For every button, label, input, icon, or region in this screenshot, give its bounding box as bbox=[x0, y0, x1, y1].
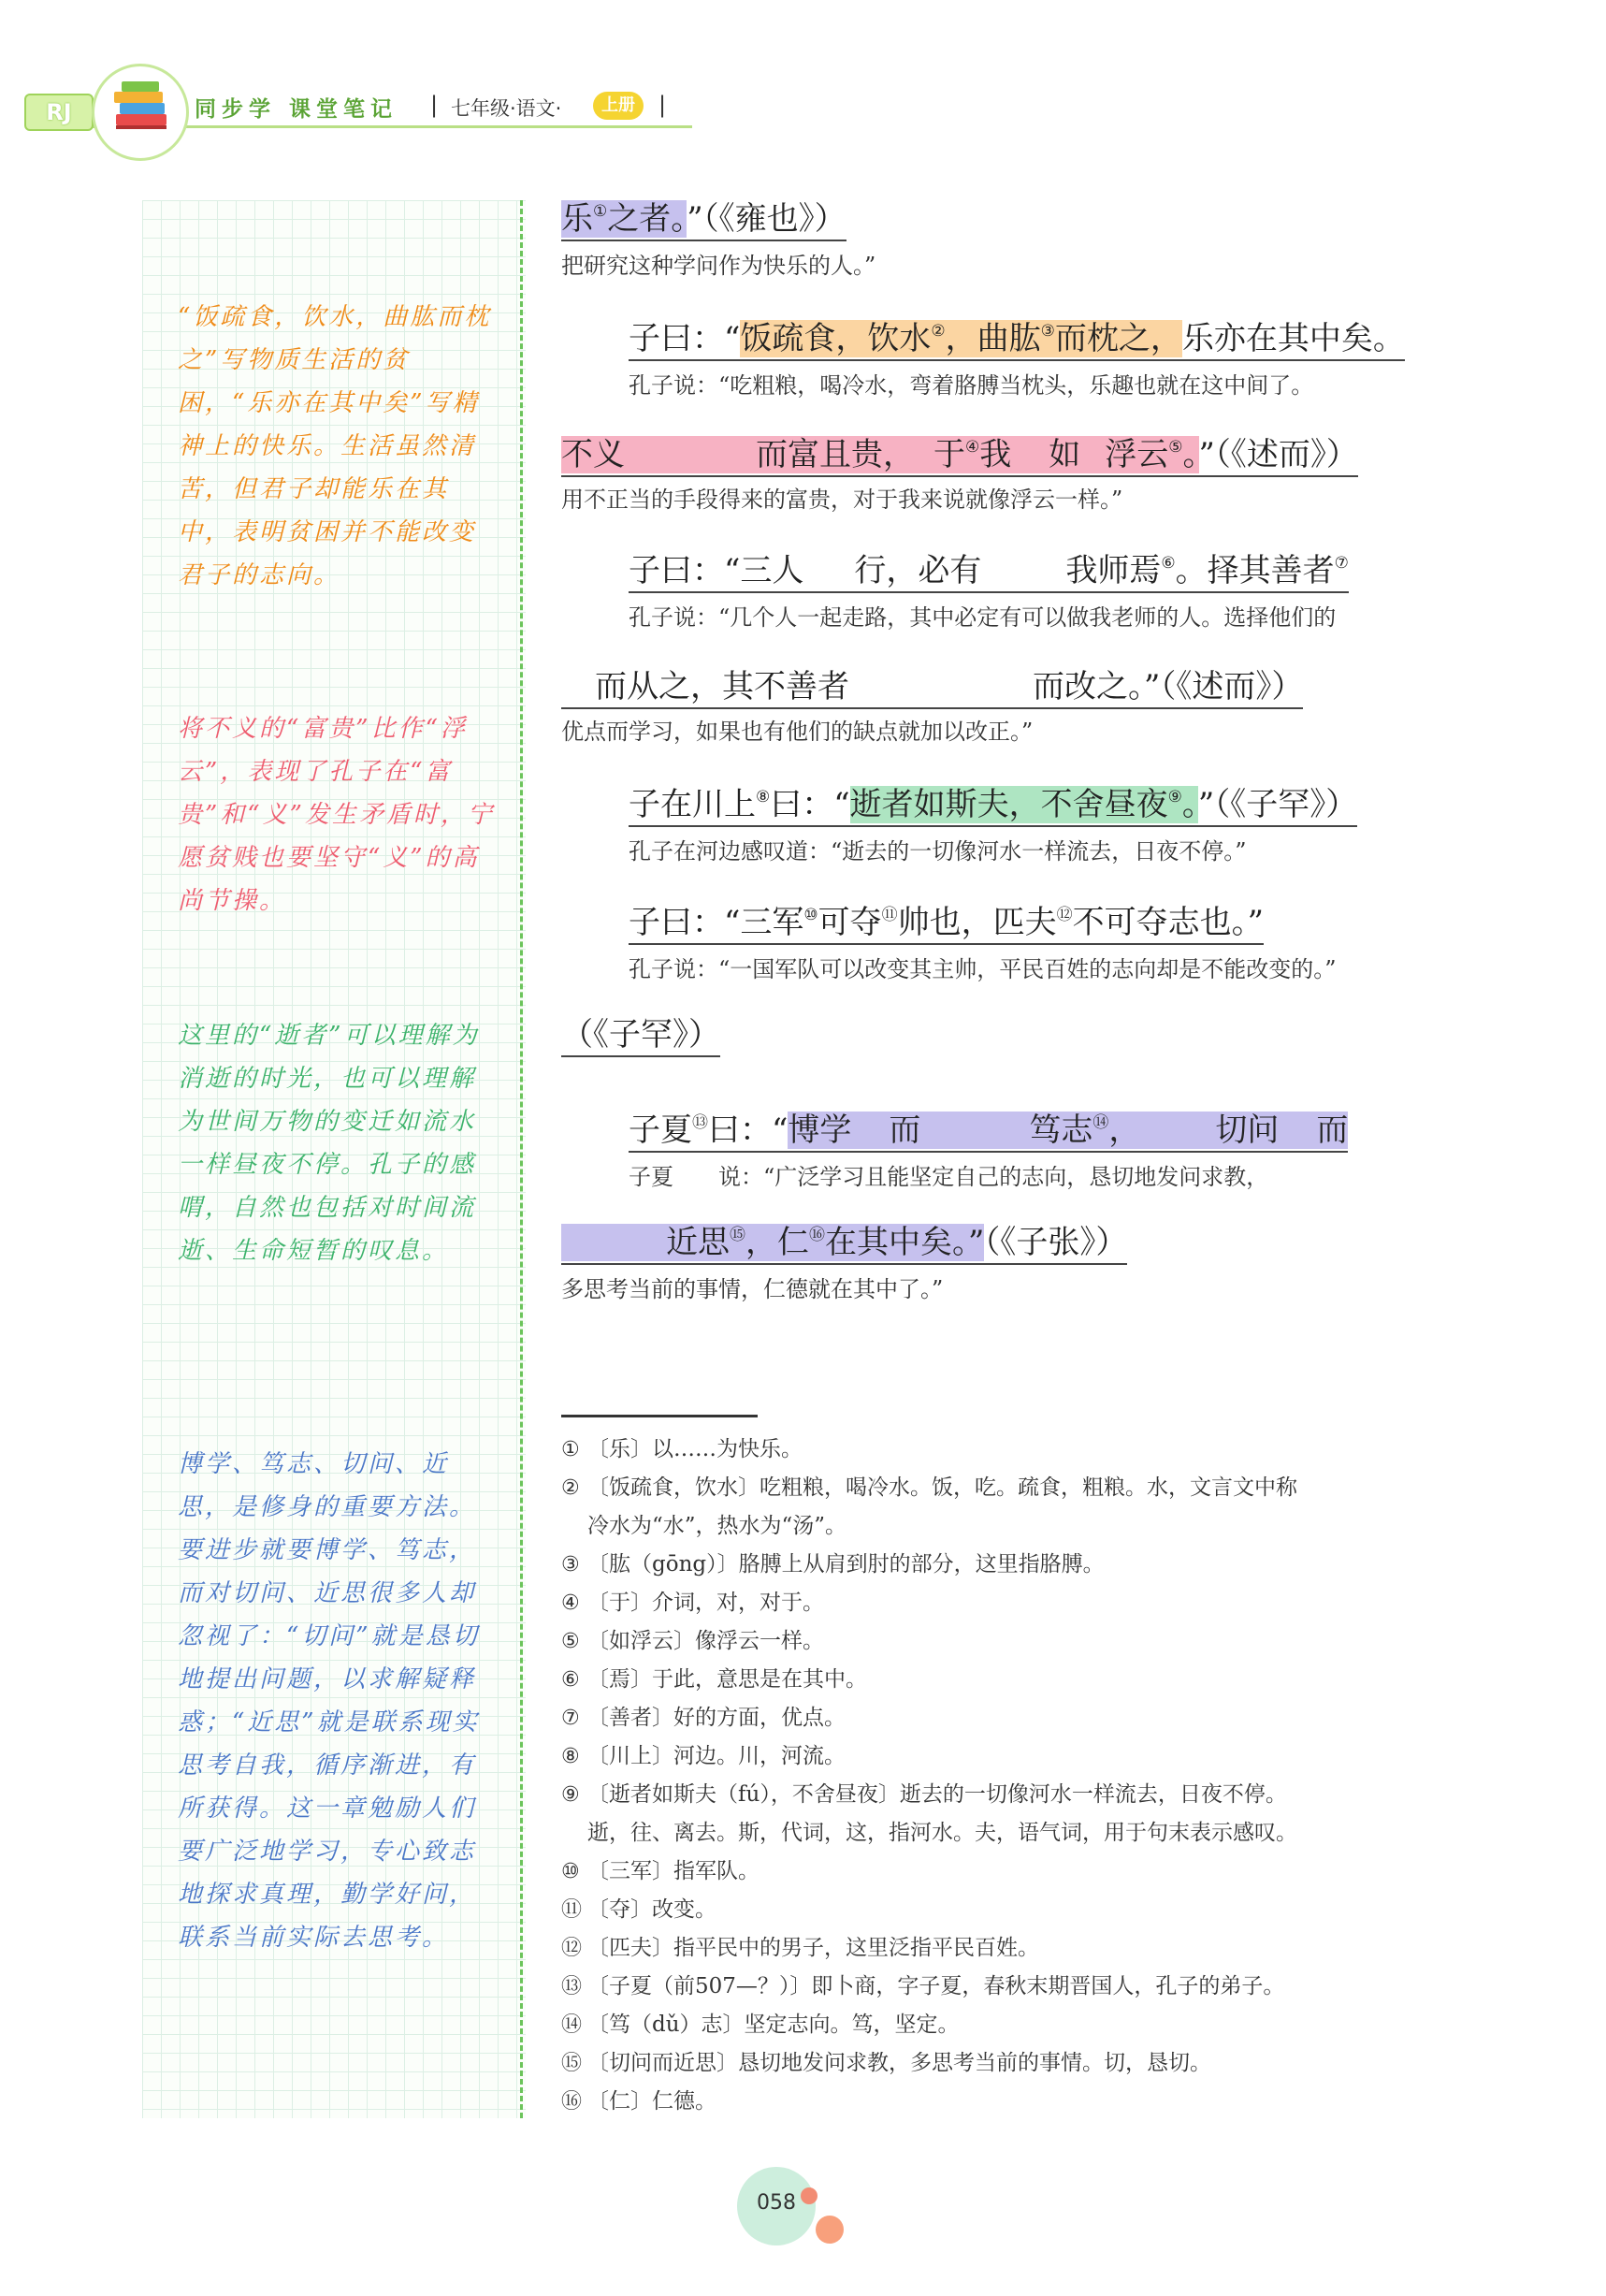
footnote-number: ⑫ bbox=[561, 1937, 583, 1960]
translation-line: 把研究这种学问作为快乐的人。” bbox=[561, 253, 876, 279]
translation-line: 子夏 说：“广泛学习且能坚定自己的志向，恳切地发问求教， bbox=[629, 1164, 1269, 1190]
footnote-text: 逝，往、离去。斯，代词，这，指河水。夫，语气词，用于句末表示感叹。 bbox=[587, 1821, 1297, 1845]
footnote-item bbox=[561, 1738, 846, 1769]
footnote-text: 〔切问而近思〕恳切地发问求教，多思考当前的事情。切，恳切。 bbox=[587, 2051, 1211, 2075]
header-subtitle: 七年级·语文· bbox=[451, 97, 562, 120]
footnote-item bbox=[561, 1892, 716, 1923]
footnote-number: ① bbox=[561, 1438, 580, 1461]
footnote-item bbox=[561, 2045, 1211, 2076]
original-line: 子在川上⑧曰：“逝者如斯夫，不舍昼夜⑨。”（《子罕》） bbox=[629, 778, 1357, 824]
footnote-number: ③ bbox=[561, 1553, 580, 1577]
footnote-text: 〔逝者如斯夫（fú），不舍昼夜〕逝去的一切像河水一样流去，日夜不停。 bbox=[587, 1782, 1287, 1807]
footnote-item bbox=[561, 1470, 1297, 1501]
footnote-item bbox=[561, 1969, 1284, 1999]
footnote-item bbox=[561, 1777, 1287, 1808]
footnote-number: ⑬ bbox=[561, 1975, 583, 1998]
footnote-text: 〔仁〕仁德。 bbox=[587, 2089, 716, 2114]
original-line: 不义 而富且贵， 于④我 如 浮云⑤。”（《述而》） bbox=[561, 429, 1358, 474]
footnote-item bbox=[561, 1431, 803, 1462]
header-title: 同步学 课堂笔记 bbox=[195, 97, 398, 122]
original-line: 乐①之者。”（《雍也》） bbox=[561, 193, 846, 239]
footnote-text: 〔子夏（前507—？）〕即卜商，字子夏，春秋末期晋国人，孔子的弟子。 bbox=[587, 1974, 1285, 1998]
footnote-text: 〔肱（gōng）〕胳膊上从肩到肘的部分，这里指胳膊。 bbox=[587, 1552, 1105, 1577]
footnote-number: ⑩ bbox=[561, 1860, 580, 1883]
volume-badge: 上册 bbox=[593, 92, 644, 120]
header-separator: | bbox=[658, 92, 667, 118]
footnote-text: 〔川上〕河边。川，河流。 bbox=[587, 1744, 846, 1768]
footnote-item bbox=[561, 1815, 1297, 1846]
translation-line: 多思考当前的事情，仁德就在其中了。” bbox=[561, 1276, 944, 1302]
footnote-item bbox=[561, 1853, 760, 1884]
footnote-item bbox=[561, 1930, 1039, 1961]
page-number: 058 bbox=[757, 2191, 796, 2215]
footnote-divider bbox=[561, 1415, 758, 1417]
footnote-item bbox=[561, 1700, 846, 1731]
translation-line: 用不正当的手段得来的富贵，对于我来说就像浮云一样。” bbox=[561, 487, 1123, 513]
footnote-number: ⑭ bbox=[561, 2013, 583, 2037]
rj-badge: RJ bbox=[24, 94, 94, 131]
sidebar-note-1: “饭疏食，饮水，曲肱而枕之”写物质生活的贫困，“乐亦在其中矣”写精神上的快乐。生活虽然清苦，但君子却能乐在其中，表明贫困并不能改变君子的志向。 bbox=[178, 303, 492, 589]
original-line: 近思⑮，仁⑯在其中矣。”（《子张》） bbox=[561, 1216, 1127, 1262]
footnote-item bbox=[561, 1547, 1105, 1577]
sidebar-note-4: 博学、笃志、切问、近思，是修身的重要方法。要进步就要博学、笃志，而对切问、近思很多人却忽视了：“切问”就是恳切地提出问题，以求解疑释惑；“近思”就是联系现实思考自我，循序渐进，有所获得。这一章勉励人们要广泛地学习，专心致志地探求真理，勤学好问，联系当前实际去思考。 bbox=[178, 1450, 480, 1952]
page-header bbox=[0, 0, 1606, 159]
footnote-number: ⑦ bbox=[561, 1707, 580, 1730]
footnote-number: ⑯ bbox=[561, 2090, 583, 2114]
original-line: 子曰：“饭疏食，饮水②，曲肱③而枕之，乐亦在其中矣。 bbox=[629, 312, 1405, 358]
footnote-text: 〔夺〕改变。 bbox=[587, 1897, 716, 1922]
translation-line: 孔子在河边感叹道：“逝去的一切像河水一样流去，日夜不停。” bbox=[629, 838, 1247, 865]
footnote-item bbox=[561, 1623, 824, 1654]
footnote-text: 〔于〕介词，对，对于。 bbox=[587, 1591, 824, 1615]
translation-line: 孔子说：“吃粗粮，喝冷水，弯着胳膊当枕头，乐趣也就在这中间了。 bbox=[629, 372, 1314, 399]
footnote-item bbox=[561, 1662, 867, 1693]
footnote-text: 〔笃（dǔ）志〕坚定志向。笃，坚定。 bbox=[587, 2013, 960, 2037]
footnote-number: ⑤ bbox=[561, 1630, 580, 1653]
footnote-text: 〔乐〕以……为快乐。 bbox=[587, 1437, 803, 1461]
books-icon bbox=[109, 73, 174, 138]
decor-dot bbox=[816, 2216, 844, 2244]
footnote-text: 〔如浮云〕像浮云一样。 bbox=[587, 1629, 824, 1653]
footnote-number: ④ bbox=[561, 1591, 580, 1615]
sidebar-note-3: 这里的“逝者”可以理解为消逝的时光，也可以理解为世间万物的变迁如流水一样昼夜不停。孔子的感喟，自然也包括对时间流逝、生命短暂的叹息。 bbox=[178, 1022, 480, 1265]
footnote-text: 〔善者〕好的方面，优点。 bbox=[587, 1706, 846, 1730]
footnote-item bbox=[561, 2007, 960, 2038]
footnote-number: ⑪ bbox=[561, 1898, 583, 1922]
footnote-item bbox=[561, 1585, 824, 1616]
sidebar-dashed-border bbox=[520, 200, 523, 2118]
footnote-number: ⑧ bbox=[561, 1745, 580, 1768]
footnote-number: ⑨ bbox=[561, 1783, 580, 1807]
original-line: 子曰：“三军⑩可夺⑪帅也，匹夫⑫不可夺志也。” bbox=[629, 896, 1264, 942]
footnote-number: ⑥ bbox=[561, 1668, 580, 1692]
footnote-text: 〔匹夫〕指平民中的男子，这里泛指平民百姓。 bbox=[587, 1936, 1039, 1960]
footnote-text: 〔焉〕于此，意思是在其中。 bbox=[587, 1667, 867, 1692]
translation-line: 优点而学习，如果也有他们的缺点就加以改正。” bbox=[561, 719, 1034, 745]
footnote-text: 冷水为“水”，热水为“汤”。 bbox=[587, 1514, 847, 1538]
original-line: 而从之，其不善者 而改之。”（《述而》） bbox=[561, 661, 1303, 706]
original-line: 子夏⑬曰：“博学 而 笃志⑭， 切问 而 bbox=[629, 1104, 1348, 1150]
sidebar-note-2: 将不义的“富贵”比作“浮云”，表现了孔子在“富贵”和“义”发生矛盾时，宁愿贫贱也要坚守“义”的高尚节操。 bbox=[178, 715, 495, 915]
original-line: （《子罕》） bbox=[561, 1009, 720, 1054]
footnote-number: ② bbox=[561, 1476, 580, 1500]
translation-line: 孔子说：“几个人一起走路，其中必定有可以做我老师的人。选择他们的 bbox=[629, 604, 1337, 631]
footnote-item bbox=[561, 2084, 716, 2114]
header-separator: | bbox=[430, 92, 439, 118]
footnote-text: 〔三军〕指军队。 bbox=[587, 1859, 760, 1883]
footnote-number: ⑮ bbox=[561, 2052, 583, 2075]
original-line: 子曰：“三人 行，必有 我师焉⑥。择其善者⑦ bbox=[629, 545, 1349, 590]
footnote-text: 〔饭疏食，饮水〕吃粗粮，喝冷水。饭，吃。疏食，粗粮。水，文言文中称 bbox=[587, 1475, 1297, 1500]
translation-line: 孔子说：“一国军队可以改变其主帅，平民百姓的志向却是不能改变的。” bbox=[629, 956, 1337, 982]
footnote-item bbox=[561, 1508, 846, 1539]
